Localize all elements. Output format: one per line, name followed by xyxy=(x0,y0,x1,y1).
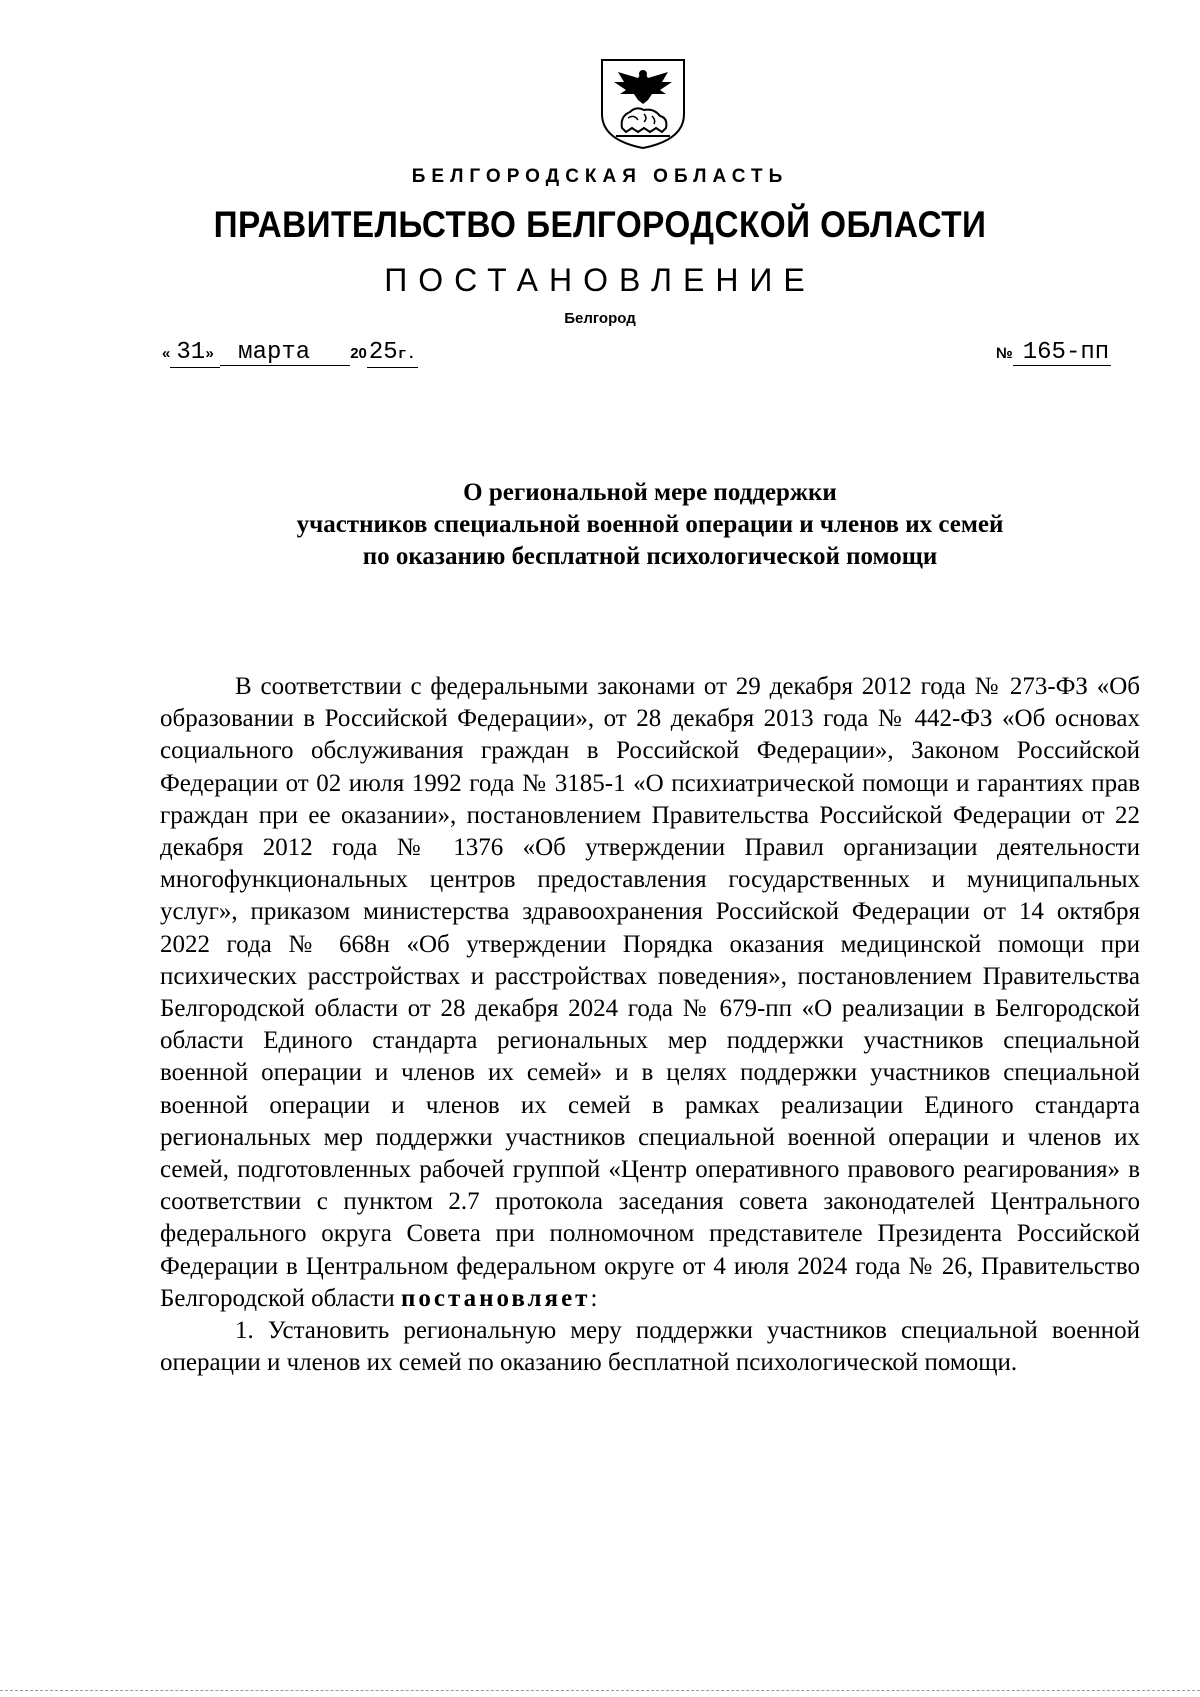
title-line-3: по оказанию бесплатной психологической помощи xyxy=(362,543,938,570)
region-heading: БЕЛГОРОДСКАЯ ОБЛАСТЬ xyxy=(411,166,789,187)
decree-date xyxy=(162,337,418,368)
number-value: 165-пп xyxy=(1013,341,1111,366)
document-title xyxy=(160,477,1140,573)
item-1-paragraph: 1. Установить региональную меру поддержки участников специальной военной операции и членов их семей по оказанию бесплатной психологической помощи. xyxy=(160,1317,1140,1377)
document-body xyxy=(160,671,1140,1379)
belgorod-coat-of-arms-icon xyxy=(598,56,688,151)
date-month: марта xyxy=(220,341,350,366)
number-sign: № xyxy=(996,345,1013,362)
quote-open: « xyxy=(162,345,171,362)
document-type-heading: ПОСТАНОВЛЕНИЕ xyxy=(384,262,816,298)
page-edge-line xyxy=(0,1690,1200,1691)
date-day: 31» xyxy=(170,341,220,368)
decree-number xyxy=(996,337,1111,366)
date-year-suffix: 25г. xyxy=(368,339,416,366)
title-line-2: участников специальной военной операции и членов их семей xyxy=(296,511,1004,538)
date-year-prefix: 20 xyxy=(350,345,367,362)
resolves-word: постановляет xyxy=(400,1284,591,1312)
title-line-1: О региональной мере поддержки xyxy=(463,479,837,506)
preamble-paragraph: В соответствии с федеральными законами от 29 декабря 2012 года № 273-ФЗ «Об образовании в Российской Федерации», от 28 декабря 2013 года № 442-ФЗ «Об основах социального обслуживания граждан в Российской Федерации», Законом Российской Федерации от 02 июля 1992 года № 3185-1 «О психиатрической помощи и гарантиях прав граждан при ее оказании», постановлением Правительства Российской Федерации от 22 декабря 2012 года № 1376 «Об утверждении Правил организации деятельности многофункциональных центров предоставления государственных и муниципальных услуг», приказом министерства здравоохранения Российской Федерации от 14 октября 2022 года № 668н «Об утверждении Порядка оказания медицинской помощи при психических расстройствах и расстройствах поведения», постановлением Правительства Белгородской области от 28 декабря 2024 года № 679-пп «О реализации в Белгородской области Единого стандарта региональных мер поддержки участников специальной военной операции и членов их семей» и в целях поддержки участников специальной военной операции и членов их семей в рамках реализации Единого стандарта региональных мер поддержки участников специальной военной операции и членов их семей, подготовленных рабочей группой «Центр оперативного правового реагирования» в соответствии с пунктом 2.7 протокола заседания совета законодателей Центрального федерального округа Совета при полномочном представителе Президента Российской Федерации в Центральном федеральном округе от 4 июля 2024 года № 26, Правительство Белгородской области постановляет: xyxy=(160,673,1140,1312)
city-label: Белгород xyxy=(564,310,636,327)
government-heading: ПРАВИТЕЛЬСТВО БЕЛГОРОДСКОЙ ОБЛАСТИ xyxy=(213,204,987,245)
